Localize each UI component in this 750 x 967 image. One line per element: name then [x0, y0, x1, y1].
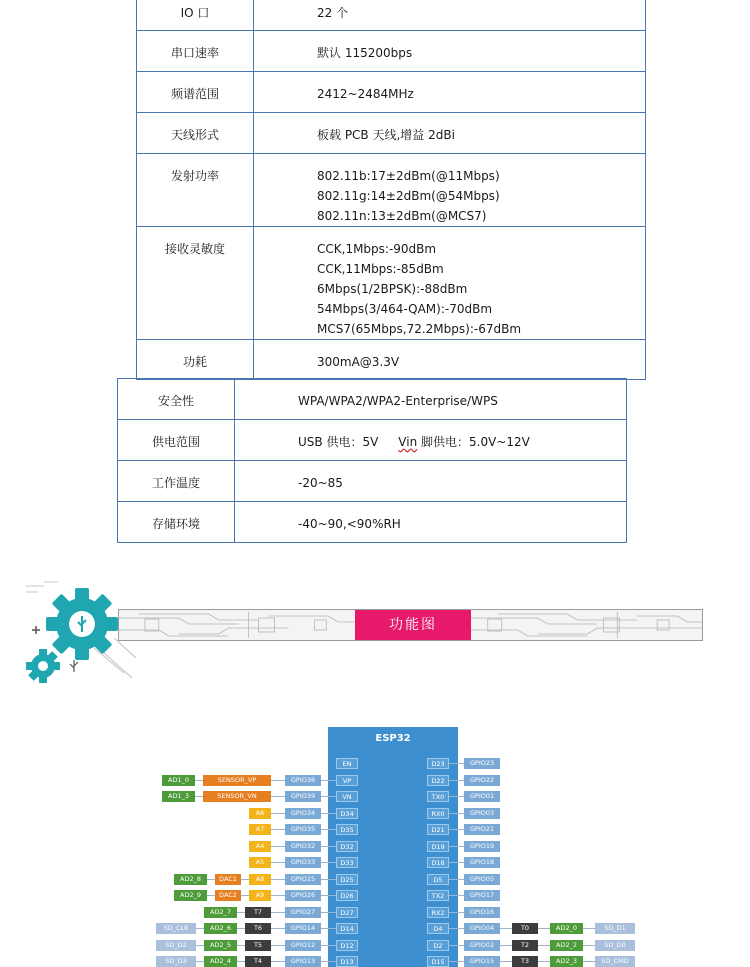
spec-value-line: 802.11g:14±2dBm(@54Mbps)	[317, 189, 500, 203]
spec-row	[137, 340, 646, 380]
alt-function-right: SD_D0	[595, 940, 635, 951]
chip-pin-left: D34	[336, 808, 358, 819]
gpio-label-right: GPIO04	[464, 923, 500, 934]
spec-key: 供电范围	[118, 420, 235, 461]
alt-function-left: DAC1	[215, 874, 241, 885]
chip-pin-left: D13	[336, 956, 358, 967]
alt-function-right: AD2_2	[550, 940, 583, 951]
spec-key: 串口速率	[137, 31, 254, 72]
pin-connector	[271, 961, 285, 962]
pin-connector	[321, 895, 336, 896]
chip-pin-right: D19	[427, 841, 449, 852]
pin-connector	[195, 780, 203, 781]
pin-connector	[449, 912, 464, 913]
spec-value-line: 22 个	[317, 6, 349, 20]
pin-connector	[241, 879, 249, 880]
pin-connector	[449, 895, 464, 896]
alt-function-left: AD2_4	[204, 956, 237, 967]
gpio-label-left: GPIO13	[285, 956, 321, 967]
alt-function-left: SD_D3	[156, 956, 196, 967]
chip-pin-right: TX2	[427, 890, 449, 901]
pin-connector	[321, 780, 336, 781]
chip-pin-left: D35	[336, 824, 358, 835]
banner-title: 功能图	[355, 610, 471, 640]
pin-connector	[271, 813, 285, 814]
pin-connector	[237, 945, 245, 946]
spec-row-storage	[118, 502, 627, 543]
pin-connector	[583, 945, 595, 946]
spec-value-line: 6Mbps(1/2BPSK):-88dBm	[317, 282, 468, 296]
spec-key: IO 口	[137, 0, 254, 31]
pin-connector	[583, 961, 595, 962]
alt-function-left: T7	[245, 907, 271, 918]
vin-power: 脚供电：5.0V~12V	[417, 435, 530, 449]
pin-connector	[237, 928, 245, 929]
pin-connector	[207, 895, 215, 896]
alt-function-left: SD_D2	[156, 940, 196, 951]
pin-connector	[271, 862, 285, 863]
section-banner	[118, 609, 703, 641]
alt-function-left: A7	[249, 824, 271, 835]
alt-function-right: AD2_3	[550, 956, 583, 967]
gpio-label-left: GPIO12	[285, 940, 321, 951]
spec-value	[254, 0, 646, 31]
chip-title: ESP32	[375, 733, 411, 744]
alt-function-right: T3	[512, 956, 538, 967]
alt-function-left: AD2_7	[204, 907, 237, 918]
spec-value	[254, 113, 646, 154]
pin-connector	[321, 813, 336, 814]
pin-connector	[321, 846, 336, 847]
alt-function-left: A4	[249, 841, 271, 852]
alt-function-left: A5	[249, 857, 271, 868]
pin-connector	[449, 813, 464, 814]
spec-value-line: CCK,1Mbps:-90dBm	[317, 242, 437, 256]
chip-pin-right: D5	[427, 874, 449, 885]
spec-value-line: CCK,11Mbps:-85dBm	[317, 262, 444, 276]
spec-key: 存储环境	[118, 502, 235, 543]
pin-connector	[500, 961, 512, 962]
alt-function-right: AD2_0	[550, 923, 583, 934]
gpio-label-left: GPIO27	[285, 907, 321, 918]
pin-connector	[271, 928, 285, 929]
alt-function-left: A6	[249, 808, 271, 819]
chip-pin-right: D2	[427, 940, 449, 951]
spec-row-temp	[118, 461, 627, 502]
alt-function-left: AD2_8	[174, 874, 207, 885]
spec-value-line: 2412~2484MHz	[317, 87, 414, 101]
spec-value-line: 默认 115200bps	[317, 46, 413, 60]
spec-table-2	[117, 378, 627, 543]
pin-connector	[271, 796, 285, 797]
gpio-label-right: GPIO15	[464, 956, 500, 967]
pin-connector	[321, 829, 336, 830]
chip-pin-left: D26	[336, 890, 358, 901]
pin-connector	[500, 945, 512, 946]
gpio-label-left: GPIO14	[285, 923, 321, 934]
chip-pin-right: D23	[427, 758, 449, 769]
gpio-label-left: GPIO26	[285, 890, 321, 901]
pin-connector	[449, 829, 464, 830]
pin-connector	[449, 928, 464, 929]
spec-value: WPA/WPA2/WPA2-Enterprise/WPS	[235, 379, 627, 420]
pin-connector	[196, 928, 204, 929]
pin-connector	[449, 780, 464, 781]
gpio-label-left: GPIO33	[285, 857, 321, 868]
pin-connector	[237, 912, 245, 913]
spec-row-security	[118, 379, 627, 420]
alt-function-left: T6	[245, 923, 271, 934]
spec-key: 功耗	[137, 340, 254, 380]
pin-connector	[538, 928, 550, 929]
pin-connector	[271, 945, 285, 946]
alt-function-left: T4	[245, 956, 271, 967]
alt-function-right: T2	[512, 940, 538, 951]
pin-connector	[271, 780, 285, 781]
pin-connector	[449, 961, 464, 962]
spec-key: 接收灵敏度	[137, 227, 254, 340]
gpio-label-left: GPIO36	[285, 775, 321, 786]
pin-connector	[449, 879, 464, 880]
spec-row-power	[118, 420, 627, 461]
chip-pin-right: D22	[427, 775, 449, 786]
spec-key: 工作温度	[118, 461, 235, 502]
pin-connector	[271, 846, 285, 847]
spec-value-line: 802.11n:13±2dBm(@MCS7)	[317, 209, 487, 223]
chip-pin-right: D18	[427, 857, 449, 868]
spec-table-1	[136, 0, 646, 380]
pin-connector	[207, 879, 215, 880]
spec-key: 频谱范围	[137, 72, 254, 113]
pin-connector	[271, 829, 285, 830]
pin-connector	[449, 862, 464, 863]
spec-row	[137, 113, 646, 154]
gpio-label-right: GPIO17	[464, 890, 500, 901]
pin-connector	[321, 945, 336, 946]
spec-value: -40~90,<90%RH	[235, 502, 627, 543]
chip-pin-left: EN	[336, 758, 358, 769]
pin-connector	[500, 928, 512, 929]
spec-value: -20~85	[235, 461, 627, 502]
pin-connector	[271, 912, 285, 913]
gpio-label-left: GPIO34	[285, 808, 321, 819]
spec-value-line: 300mA@3.3V	[317, 355, 400, 369]
gpio-label-right: GPIO19	[464, 841, 500, 852]
alt-function-left: AD2_5	[204, 940, 237, 951]
spec-value-line: MCS7(65Mbps,72.2Mbps):-67dBm	[317, 322, 522, 336]
vin-word: Vin	[398, 435, 418, 449]
pin-connector	[196, 961, 204, 962]
spec-value	[235, 420, 627, 461]
pin-connector	[321, 928, 336, 929]
gpio-label-left: GPIO32	[285, 841, 321, 852]
pin-connector	[321, 862, 336, 863]
pin-connector	[237, 961, 245, 962]
spec-value-line: 54Mbps(3/464-QAM):-70dBm	[317, 302, 493, 316]
alt-function-left: AD2_9	[174, 890, 207, 901]
spec-key: 发射功率	[137, 154, 254, 227]
alt-function-left: DAC2	[215, 890, 241, 901]
spec-value	[254, 154, 646, 227]
gpio-label-right: GPIO22	[464, 775, 500, 786]
alt-function-left: SD_CLK	[156, 923, 196, 934]
spec-row	[137, 72, 646, 113]
spec-value	[254, 340, 646, 380]
pin-connector	[321, 961, 336, 962]
gpio-label-right: GPIO05	[464, 874, 500, 885]
alt-function-right: T0	[512, 923, 538, 934]
gpio-label-right: GPIO01	[464, 791, 500, 802]
alt-function-left: T5	[245, 940, 271, 951]
pin-connector	[195, 796, 203, 797]
chip-pin-right: D21	[427, 824, 449, 835]
pin-connector	[538, 945, 550, 946]
usb-power: USB 供电：5V	[298, 435, 379, 449]
pin-connector	[321, 796, 336, 797]
pin-connector	[449, 763, 464, 764]
gpio-label-right: GPIO18	[464, 857, 500, 868]
alt-function-left: SENSOR_VN	[203, 791, 271, 802]
pin-connector	[271, 895, 285, 896]
gpio-label-left: GPIO35	[285, 824, 321, 835]
alt-function-left: AD2_6	[204, 923, 237, 934]
alt-function-right: SD_CMD	[595, 956, 635, 967]
pin-connector	[196, 945, 204, 946]
chip-pin-right: RX2	[427, 907, 449, 918]
spec-key: 安全性	[118, 379, 235, 420]
chip-pin-left: D25	[336, 874, 358, 885]
gpio-label-right: GPIO23	[464, 758, 500, 769]
gpio-label-right: GPIO03	[464, 808, 500, 819]
spec-value-line: 802.11b:17±2dBm(@11Mbps)	[317, 169, 500, 183]
chip-pin-right: D15	[427, 956, 449, 967]
alt-function-left: AD1_0	[162, 775, 195, 786]
chip-pin-left: D14	[336, 923, 358, 934]
alt-function-left: A9	[249, 890, 271, 901]
spec-row	[137, 31, 646, 72]
chip-pin-left: D27	[336, 907, 358, 918]
spec-row	[137, 154, 646, 227]
chip-pin-left: D32	[336, 841, 358, 852]
pin-connector	[321, 879, 336, 880]
gpio-label-left: GPIO39	[285, 791, 321, 802]
chip-pin-left: VN	[336, 791, 358, 802]
chip-pin-right: TX0	[427, 791, 449, 802]
spec-value	[254, 31, 646, 72]
spec-value-line: 板载 PCB 天线,增益 2dBi	[317, 128, 455, 142]
pin-connector	[538, 961, 550, 962]
gpio-label-left: GPIO25	[285, 874, 321, 885]
esp32-pinout	[0, 720, 750, 966]
alt-function-left: AD1_3	[162, 791, 195, 802]
spec-value	[254, 227, 646, 340]
spec-row	[137, 0, 646, 31]
alt-function-right: SD_D1	[595, 923, 635, 934]
chip-pin-left: D12	[336, 940, 358, 951]
pin-connector	[583, 928, 595, 929]
alt-function-left: A8	[249, 874, 271, 885]
pin-connector	[271, 879, 285, 880]
spec-key: 天线形式	[137, 113, 254, 154]
pin-connector	[449, 846, 464, 847]
spec-value	[254, 72, 646, 113]
gpio-label-right: GPIO02	[464, 940, 500, 951]
pin-connector	[321, 912, 336, 913]
pin-connector	[241, 895, 249, 896]
chip-pin-left: VP	[336, 775, 358, 786]
pin-connector	[449, 945, 464, 946]
spec-row	[137, 227, 646, 340]
chip-pin-left: D33	[336, 857, 358, 868]
gpio-label-right: GPIO16	[464, 907, 500, 918]
chip-pin-right: D4	[427, 923, 449, 934]
gpio-label-right: GPIO21	[464, 824, 500, 835]
alt-function-left: SENSOR_VP	[203, 775, 271, 786]
chip-pin-right: RX0	[427, 808, 449, 819]
pin-connector	[449, 796, 464, 797]
